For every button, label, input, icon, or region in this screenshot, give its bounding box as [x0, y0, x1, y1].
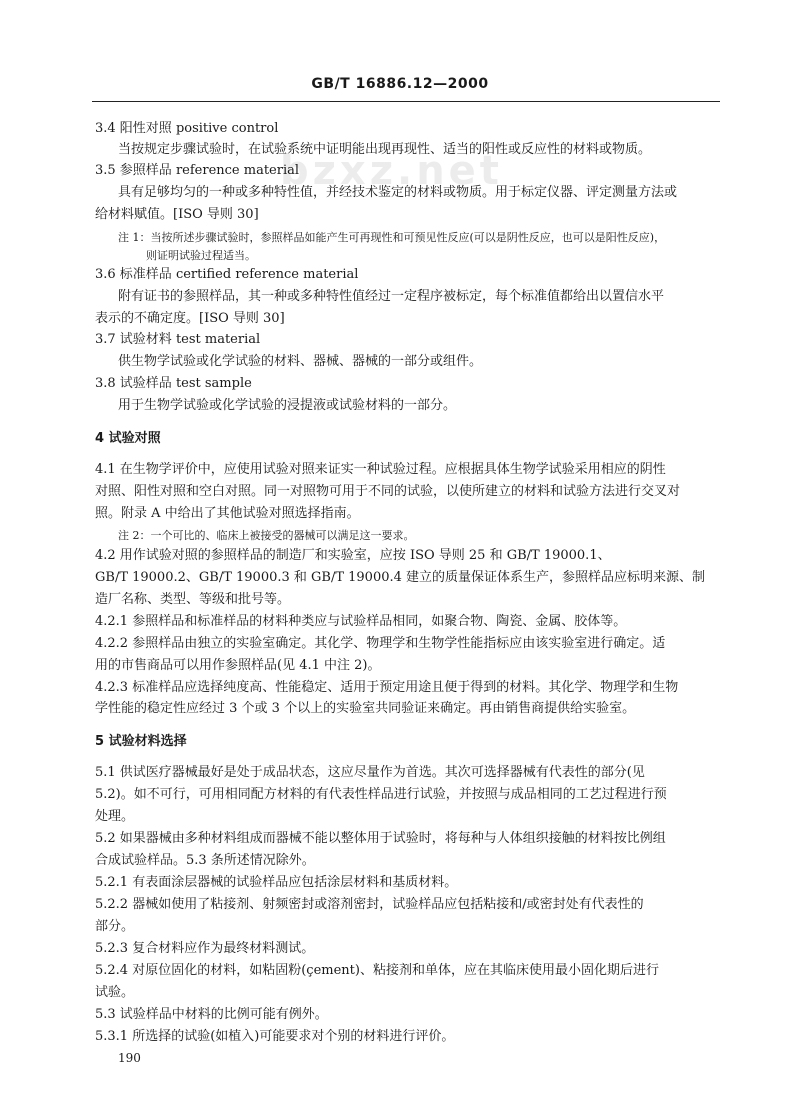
note-line: 则证明试验过程适当。: [146, 249, 256, 262]
text-line: 4.2.3 标准样品应选择纯度高、性能稳定、适用于预定用途且便于得到的材料。其化学、物理学和生物: [95, 680, 679, 695]
text-line: 3.8 试验样品 test sample: [95, 376, 252, 391]
text-line: 4.2.2 参照样品由独立的实验室确定。其化学、物理学和生物学性能指标应由该实验室进行确定。适: [95, 636, 666, 651]
text-line: 5.1 供试医疗器械最好是处于成品状态，这应尽量作为首选。其次可选择器械有代表性的部分(见: [95, 765, 645, 780]
text-line: 对照、阳性对照和空白对照。同一对照物可用于不同的试验，以使所建立的材料和试验方法进行交叉对: [95, 484, 681, 499]
text-line: 5.2 如果器械由多种材料组成而器械不能以整体用于试验时，将每种与人体组织接触的材料按比例组: [95, 831, 666, 846]
text-line: 4.2 用作试验对照的参照样品的制造厂和实验室，应按 ISO 导则 25 和 GB/T 19000.1、: [95, 548, 611, 563]
text-line: 5.2.2 器械如使用了粘接剂、射频密封或溶剂密封，试验样品应包括粘接和/或密封处有代表性的: [95, 897, 644, 912]
text-line: 5.2.3 复合材料应作为最终材料测试。: [95, 941, 315, 956]
text-line: 试验。: [95, 985, 135, 1000]
note-line: 注 1：当按所述步骤试验时，参照样品如能产生可再现性和可预见性反应(可以是阴性反应，也可以是阳性反应)，: [118, 231, 666, 244]
text-line: 5.2.1 有表面涂层器械的试验样品应包括涂层材料和基质材料。: [95, 875, 458, 890]
watermark: bzxz.net: [280, 148, 503, 194]
text-line: 给材料赋值。[ISO 导则 30]: [95, 207, 259, 222]
text-line: 4.1 在生物学评价中，应使用试验对照来证实一种试验过程。应根据具体生物学试验采用相应的阴性: [95, 462, 666, 477]
text-line: 4.2.1 参照样品和标准样品的材料种类应与试验样品相同，如聚合物、陶瓷、金属、胶体等。: [95, 614, 627, 629]
section-heading: 4 试验对照: [95, 431, 161, 446]
text-line: 用的市售商品可以用作参照样品(见 4.1 中注 2)。: [95, 658, 381, 673]
text-line: 具有足够均匀的一种或多种特性值，并经技术鉴定的材料或物质。用于标定仪器、评定测量方法或: [118, 185, 678, 200]
section-heading: 5 试验材料选择: [95, 734, 187, 749]
text-line: GB/T 19000.2、GB/T 19000.3 和 GB/T 19000.4 建立的质量保证体系生产，参照样品应标明来源、制: [95, 570, 706, 585]
text-line: 3.7 试验材料 test material: [95, 332, 261, 347]
text-line: 5.3.1 所选择的试验(如植入)可能要求对个别的材料进行评价。: [95, 1029, 455, 1044]
header-rule: [92, 101, 720, 102]
text-line: 5.3 试验样品中材料的比例可能有例外。: [95, 1007, 328, 1022]
text-line: 部分。: [95, 919, 135, 934]
page-header: GB/T 16886.12—2000: [311, 76, 489, 92]
text-line: 造厂名称、类型、等级和批号等。: [95, 592, 291, 607]
text-line: 3.5 参照样品 reference material: [95, 163, 300, 178]
text-line: 3.6 标准样品 certified reference material: [95, 267, 359, 282]
text-line: 供生物学试验或化学试验的材料、器械、器械的一部分或组件。: [118, 354, 483, 369]
text-line: 当按规定步骤试验时，在试验系统中证明能出现再现性、适当的阳性或反应性的材料或物质。: [118, 142, 652, 157]
text-line: 用于生物学试验或化学试验的浸提液或试验材料的一部分。: [118, 398, 457, 413]
text-line: 学性能的稳定性应经过 3 个或 3 个以上的实验室共同验证来确定。再由销售商提供给实验室。: [95, 701, 636, 716]
note-line: 注 2：一个可比的、临床上被接受的器械可以满足这一要求。: [118, 529, 415, 542]
page-number: 190: [118, 1051, 141, 1065]
text-line: 合成试验样品。5.3 条所述情况除外。: [95, 853, 315, 868]
text-line: 3.4 阳性对照 positive control: [95, 121, 279, 136]
text-line: 5.2.4 对原位固化的材料，如粘固粉(çement)、粘接剂和单体，应在其临床使用最小固化期后进行: [95, 963, 659, 978]
text-line: 照。附录 A 中给出了其他试验对照选择指南。: [95, 506, 360, 521]
text-line: 处理。: [95, 809, 135, 824]
text-line: 表示的不确定度。[ISO 导则 30]: [95, 311, 285, 326]
text-line: 5.2)。如不可行，可用相同配方材料的有代表性样品进行试验，并按照与成品相同的工艺过程进行预: [95, 787, 667, 802]
text-line: 附有证书的参照样品，其一种或多种特性值经过一定程序被标定，每个标准值都给出以置信水平: [118, 289, 665, 304]
